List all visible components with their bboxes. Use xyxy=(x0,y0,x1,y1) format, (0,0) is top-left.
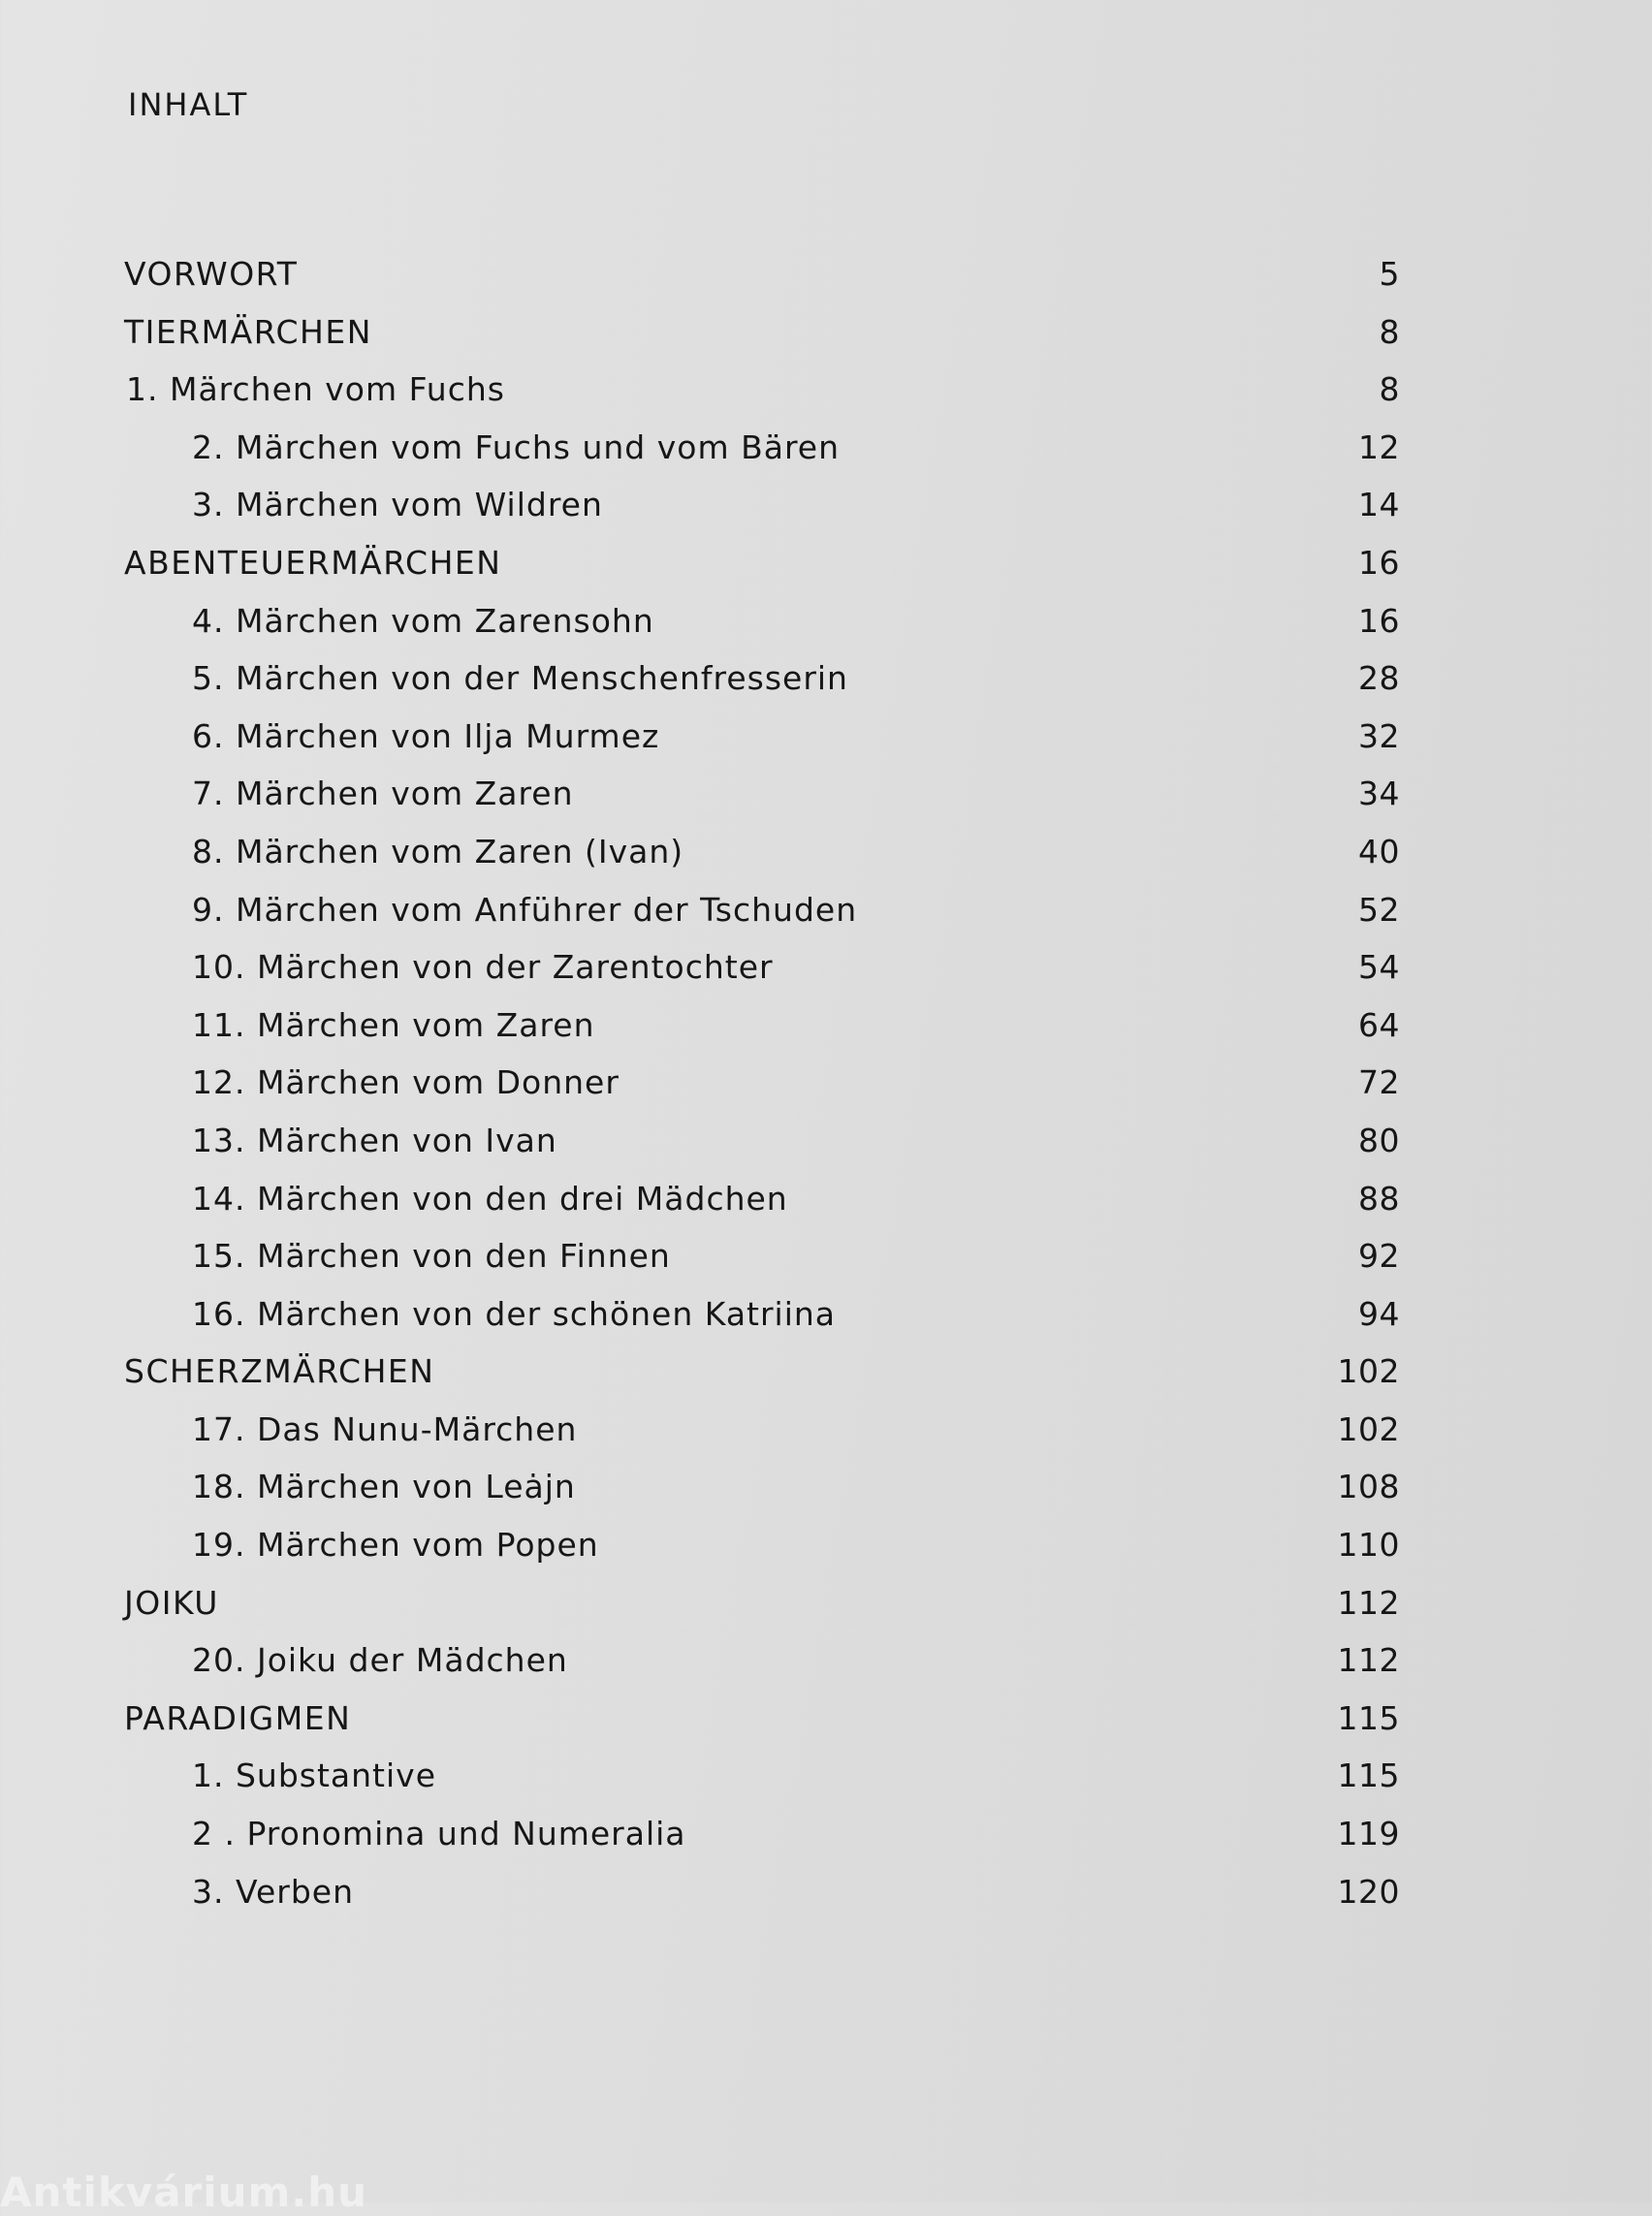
toc-entry-title: 20. Joiku der Mädchen xyxy=(192,1641,568,1680)
toc-entry-page: 112 xyxy=(1337,1583,1400,1622)
toc-entry xyxy=(0,1170,1652,1228)
toc-entry xyxy=(0,649,1652,708)
toc-entry-title: JOIKU xyxy=(124,1583,219,1622)
toc-entry-page: 8 xyxy=(1379,370,1400,409)
toc-entry-page: 108 xyxy=(1337,1468,1400,1506)
toc-entry xyxy=(0,708,1652,766)
toc-entry-page: 94 xyxy=(1358,1294,1400,1333)
toc-entry-title: 3. Verben xyxy=(192,1872,355,1911)
toc-entry-page: 110 xyxy=(1337,1526,1400,1565)
toc-entry-title: 11. Märchen vom Zaren xyxy=(192,1005,595,1044)
toc-entry-page: 112 xyxy=(1337,1641,1400,1680)
toc-entry-page: 80 xyxy=(1358,1121,1400,1159)
toc-entry-title: 2. Märchen vom Fuchs und vom Bären xyxy=(192,427,841,466)
toc-entry xyxy=(0,534,1652,592)
toc-entry xyxy=(0,476,1652,534)
toc-entry xyxy=(0,1516,1652,1574)
toc-entry-title: ABENTEUERMÄRCHEN xyxy=(124,543,502,582)
toc-entry xyxy=(0,1574,1652,1632)
toc-entry-page: 32 xyxy=(1358,716,1400,755)
toc-entry-page: 16 xyxy=(1358,601,1400,640)
toc-entry xyxy=(0,1112,1652,1170)
toc-entry-title: 6. Märchen von Ilja Murmez xyxy=(192,716,660,755)
toc-entry-page: 120 xyxy=(1337,1872,1400,1911)
toc-entry xyxy=(0,419,1652,477)
toc-entry xyxy=(0,1054,1652,1112)
toc-entry-title: 14. Märchen von den drei Mädchen xyxy=(192,1179,788,1218)
toc-entry xyxy=(0,765,1652,823)
toc-entry-title: 1. Märchen vom Fuchs xyxy=(126,370,505,409)
toc-entry xyxy=(0,1863,1652,1921)
toc-entry xyxy=(0,361,1652,419)
toc-entry xyxy=(0,303,1652,362)
toc-entry xyxy=(0,1805,1652,1863)
toc-entry-title: 16. Märchen von der schönen Katriina xyxy=(192,1294,837,1333)
toc-entry xyxy=(0,1458,1652,1516)
toc-entry-title: 9. Märchen vom Anführer der Tschuden xyxy=(192,890,858,929)
toc-entry-title: 1. Substantive xyxy=(192,1757,436,1795)
toc-entry-page: 92 xyxy=(1358,1237,1400,1276)
toc-entry-page: 14 xyxy=(1358,486,1400,524)
toc-entry-page: 52 xyxy=(1358,890,1400,929)
toc-entry xyxy=(0,592,1652,650)
page-title: INHALT xyxy=(128,86,249,123)
toc-entry-page: 54 xyxy=(1358,948,1400,987)
toc-entry-title: 4. Märchen vom Zarensohn xyxy=(192,601,654,640)
toc-entry-title: 19. Märchen vom Popen xyxy=(192,1526,599,1565)
toc-entry-page: 119 xyxy=(1337,1815,1400,1853)
toc-entry-title: PARADIGMEN xyxy=(124,1698,352,1737)
toc-entry xyxy=(0,997,1652,1055)
toc-entry-page: 8 xyxy=(1379,312,1400,351)
toc-entry-page: 102 xyxy=(1337,1352,1400,1391)
toc-entry xyxy=(0,245,1652,303)
toc-entry-page: 72 xyxy=(1358,1063,1400,1102)
toc-entry-page: 64 xyxy=(1358,1005,1400,1044)
toc-entry xyxy=(0,1690,1652,1748)
toc-entry xyxy=(0,1343,1652,1401)
toc-entry-page: 5 xyxy=(1379,255,1400,293)
toc-entry-title: 7. Märchen vom Zaren xyxy=(192,775,574,813)
toc-entry-title: 10. Märchen von der Zarentochter xyxy=(192,948,774,987)
toc-entry-title: 17. Das Nunu-Märchen xyxy=(192,1409,578,1448)
table-of-contents xyxy=(0,245,1652,1920)
toc-entry-title: 3. Märchen vom Wildren xyxy=(192,486,603,524)
toc-entry-title: 12. Märchen vom Donner xyxy=(192,1063,620,1102)
toc-entry-title: 15. Märchen von den Finnen xyxy=(192,1237,671,1276)
toc-entry-title: VORWORT xyxy=(124,255,299,293)
toc-entry-page: 115 xyxy=(1337,1698,1400,1737)
toc-entry xyxy=(0,1401,1652,1459)
toc-entry xyxy=(0,1631,1652,1690)
toc-entry xyxy=(0,938,1652,997)
toc-entry xyxy=(0,1747,1652,1805)
toc-entry-title: 5. Märchen von der Menschenfresserin xyxy=(192,659,848,698)
toc-entry-title: 18. Märchen von Leȧjn xyxy=(192,1468,576,1506)
toc-entry-page: 102 xyxy=(1337,1409,1400,1448)
toc-entry-title: 13. Märchen von Ivan xyxy=(192,1121,557,1159)
toc-entry-title: TIERMÄRCHEN xyxy=(124,312,372,351)
toc-entry-page: 12 xyxy=(1358,427,1400,466)
toc-entry-title: 2 . Pronomina und Numeralia xyxy=(192,1815,686,1853)
toc-entry-page: 115 xyxy=(1337,1757,1400,1795)
toc-entry xyxy=(0,1227,1652,1285)
toc-entry-title: 8. Märchen vom Zaren (Ivan) xyxy=(192,832,684,871)
toc-entry-page: 16 xyxy=(1358,543,1400,582)
toc-entry-page: 40 xyxy=(1358,832,1400,871)
toc-entry-page: 88 xyxy=(1358,1179,1400,1218)
toc-entry-page: 34 xyxy=(1358,775,1400,813)
toc-entry-page: 28 xyxy=(1358,659,1400,698)
toc-entry xyxy=(0,823,1652,881)
watermark-text: Antikvárium.hu xyxy=(0,2169,368,2216)
toc-entry xyxy=(0,1285,1652,1344)
toc-entry-title: SCHERZMÄRCHEN xyxy=(124,1352,435,1391)
toc-entry xyxy=(0,881,1652,939)
